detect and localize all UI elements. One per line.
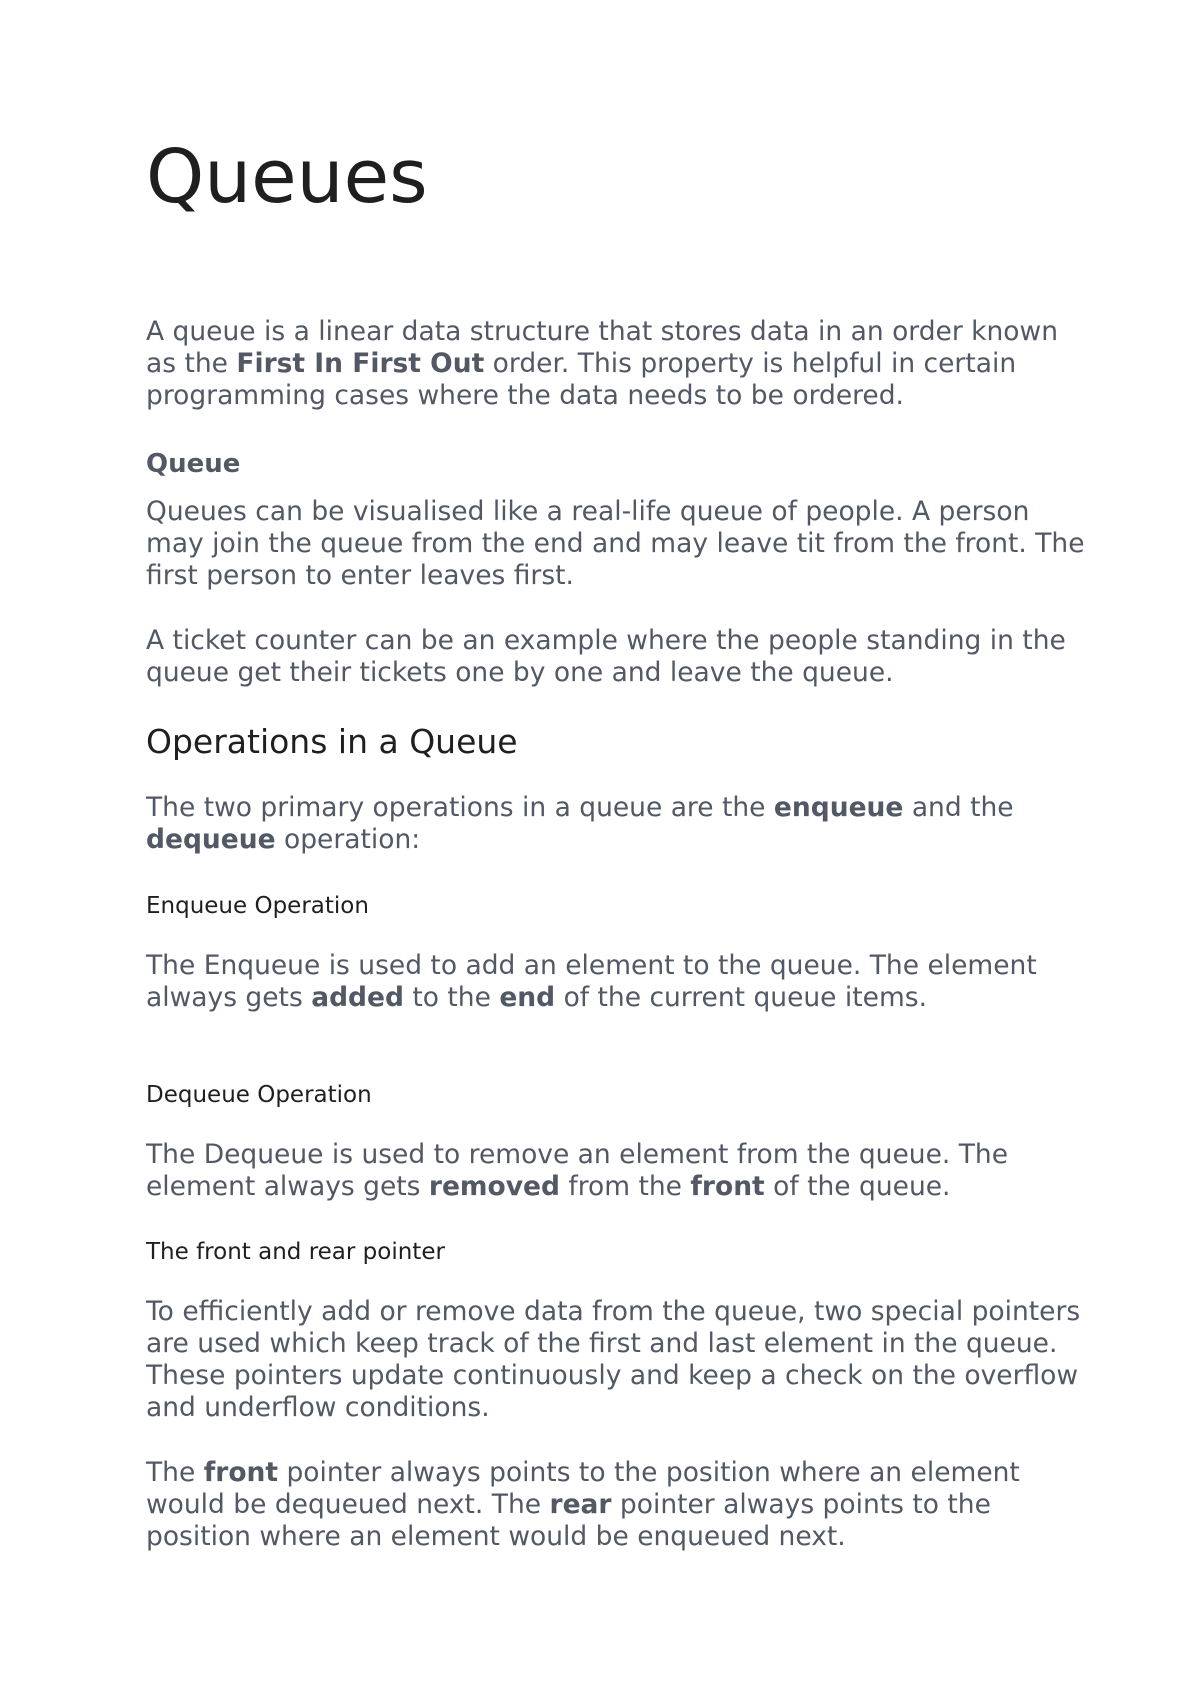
enqueue-text-3: of the current queue items. [555, 982, 928, 1013]
enqueue-text-1: The Enqueue is used to add an element to the queue. The element always gets [146, 950, 1037, 1013]
intro-paragraph [146, 316, 1086, 412]
queue-paragraph-2: A ticket counter can be an example where the people standing in the queue get their tickets one by one and leave the queue. [146, 625, 1066, 688]
intro-text-2: order. This property is helpful in certain programming cases where the data needs to be ordered. [146, 348, 1017, 411]
dequeue-bold-removed: removed [428, 1171, 560, 1202]
enqueue-bold-added: added [311, 982, 404, 1013]
pointer-bold-rear: rear [549, 1489, 612, 1520]
operations-text-2: and the [903, 792, 1014, 823]
pointer-text-2: pointer always points to the position where an element would be dequeued next. The [146, 1457, 1020, 1520]
pointer-paragraph-1: To efficiently add or remove data from the queue, two special pointers are used which keep track of the first and last element in the queue. These pointers update continuously and keep a check on the overflow and underflow conditions. [146, 1296, 1081, 1423]
dequeue-heading: Dequeue Operation [146, 1082, 372, 1108]
operations-bold-dequeue: dequeue [146, 824, 276, 855]
pointer-bold-front: front [203, 1457, 279, 1488]
intro-bold-fifo: First In First Out [236, 348, 485, 379]
enqueue-heading: Enqueue Operation [146, 893, 369, 919]
dequeue-bold-front: front [690, 1171, 765, 1202]
pointer-paragraph-2 [146, 1457, 1086, 1553]
operations-text-1: The two primary operations in a queue are the [146, 792, 774, 823]
operations-bold-enqueue: enqueue [773, 792, 904, 823]
dequeue-text-3: of the queue. [764, 1171, 951, 1202]
pointer-text-3: pointer always points to the position where an element would be enqueued next. [146, 1489, 991, 1552]
pointer-text-1: The [146, 1457, 204, 1488]
intro-text-1: A queue is a linear data structure that stores data in an order known as the [146, 316, 1058, 379]
enqueue-bold-end: end [499, 982, 556, 1013]
dequeue-text-2: from the [559, 1171, 691, 1202]
enqueue-paragraph [146, 950, 1086, 1014]
operations-text-3: operation: [275, 824, 421, 855]
operations-heading: Operations in a Queue [146, 722, 518, 761]
queue-paragraph-1: Queues can be visualised like a real-life queue of people. A person may join the queue from the end and may leave tit from the front. The first person to enter leaves first. [146, 496, 1085, 591]
dequeue-paragraph [146, 1139, 1086, 1203]
document-title: Queues [146, 134, 428, 220]
enqueue-text-2: to the [403, 982, 500, 1013]
pointer-heading: The front and rear pointer [146, 1239, 445, 1265]
operations-paragraph [146, 792, 1086, 856]
queue-subheading: Queue [146, 449, 241, 479]
dequeue-text-1: The Dequeue is used to remove an element from the queue. The element always gets [146, 1139, 1009, 1202]
